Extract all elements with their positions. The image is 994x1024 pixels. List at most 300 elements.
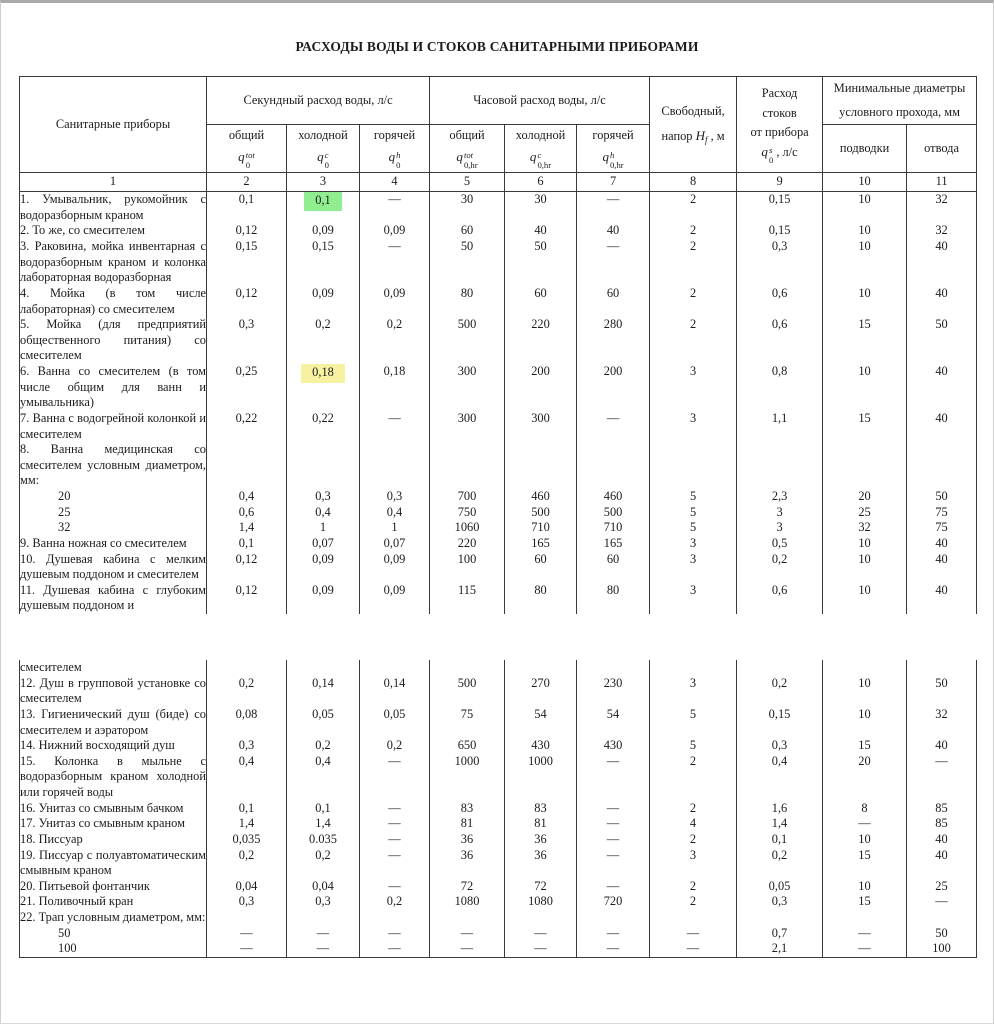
value-cell: 1060 bbox=[430, 520, 505, 536]
value-cell: 75 bbox=[430, 707, 505, 738]
value-cell: 32 bbox=[907, 223, 977, 239]
value-cell: — bbox=[577, 801, 650, 817]
value-cell bbox=[737, 442, 823, 489]
value-cell: 60 bbox=[430, 223, 505, 239]
value-cell: 80 bbox=[430, 286, 505, 317]
value-cell: 2 bbox=[650, 223, 737, 239]
value-cell: 36 bbox=[505, 832, 577, 848]
value-cell: — bbox=[505, 926, 577, 942]
value-cell: 81 bbox=[505, 816, 577, 832]
header-flow-subcolumn bbox=[207, 125, 287, 173]
fixture-name-cell: 20 bbox=[20, 489, 207, 505]
value-cell: 25 bbox=[823, 505, 907, 521]
value-cell bbox=[430, 660, 505, 676]
value-cell: 15 bbox=[823, 317, 907, 364]
value-cell: 54 bbox=[505, 707, 577, 738]
table-row bbox=[20, 223, 977, 239]
table-row bbox=[20, 192, 977, 224]
value-cell: 500 bbox=[430, 676, 505, 707]
value-cell: — bbox=[577, 832, 650, 848]
value-cell: 2 bbox=[650, 832, 737, 848]
value-cell: 40 bbox=[907, 552, 977, 583]
fixture-name-cell: 16. Унитаз со смывным бачком bbox=[20, 801, 207, 817]
value-cell: — bbox=[577, 239, 650, 286]
column-number: 5 bbox=[430, 173, 505, 192]
value-cell bbox=[650, 660, 737, 676]
value-cell: 165 bbox=[505, 536, 577, 552]
value-cell bbox=[207, 660, 287, 676]
value-cell bbox=[287, 910, 360, 926]
fixture-name-cell: 15. Колонка в мыльне с водоразборным краном холодной или горячей воды bbox=[20, 753, 206, 799]
column-number: 3 bbox=[287, 173, 360, 192]
value-cell: — bbox=[577, 192, 650, 224]
value-cell: 40 bbox=[907, 738, 977, 754]
table-row bbox=[20, 738, 977, 754]
value-cell bbox=[505, 910, 577, 926]
value-cell: 80 bbox=[577, 583, 650, 614]
value-cell: 60 bbox=[577, 552, 650, 583]
value-cell: 1000 bbox=[430, 754, 505, 801]
value-cell: 460 bbox=[505, 489, 577, 505]
value-cell: 0,4 bbox=[287, 754, 360, 801]
value-cell: 460 bbox=[577, 489, 650, 505]
table-row bbox=[20, 941, 977, 957]
value-cell: — bbox=[287, 941, 360, 957]
value-cell: 0,12 bbox=[207, 223, 287, 239]
value-cell: 54 bbox=[577, 707, 650, 738]
value-cell: 0,05 bbox=[287, 707, 360, 738]
value-cell: 0,035 bbox=[207, 832, 287, 848]
value-cell: 0,3 bbox=[287, 894, 360, 910]
value-cell: 0,09 bbox=[360, 223, 430, 239]
value-cell: 2 bbox=[650, 879, 737, 895]
fixture-name-cell: 17. Унитаз со смывным краном bbox=[20, 816, 207, 832]
value-cell: 1,4 bbox=[737, 816, 823, 832]
value-cell: 20 bbox=[823, 754, 907, 801]
flow-symbol: q tot 0 bbox=[238, 148, 255, 170]
value-cell: 5 bbox=[650, 707, 737, 738]
value-cell: 0,2 bbox=[287, 848, 360, 879]
value-cell: 500 bbox=[430, 317, 505, 364]
value-cell: — bbox=[360, 848, 430, 879]
header-drain bbox=[737, 77, 823, 173]
value-cell: 0,09 bbox=[287, 223, 360, 239]
flow-subcolumn-label: общий bbox=[449, 128, 485, 143]
table-row bbox=[20, 505, 977, 521]
value-cell: — bbox=[907, 754, 977, 801]
value-cell bbox=[650, 442, 737, 489]
value-cell: — bbox=[360, 411, 430, 442]
value-cell: 10 bbox=[823, 286, 907, 317]
table-row bbox=[20, 879, 977, 895]
value-cell: 0,09 bbox=[360, 552, 430, 583]
fixture-name-cell: 18. Писсуар bbox=[20, 832, 207, 848]
column-number: 2 bbox=[207, 173, 287, 192]
header-flow-subcolumn bbox=[505, 125, 577, 173]
table-body-part-1 bbox=[20, 192, 977, 614]
value-cell: 2,3 bbox=[737, 489, 823, 505]
value-cell: — bbox=[360, 192, 430, 224]
value-cell: 8 bbox=[823, 801, 907, 817]
value-cell: 300 bbox=[430, 411, 505, 442]
value-cell: 0,12 bbox=[207, 552, 287, 583]
value-cell: 15 bbox=[823, 848, 907, 879]
value-cell: 0,09 bbox=[287, 286, 360, 317]
value-cell: 0,3 bbox=[360, 489, 430, 505]
value-cell: 2,1 bbox=[737, 941, 823, 957]
value-cell: 3 bbox=[737, 520, 823, 536]
value-cell: 0,4 bbox=[360, 505, 430, 521]
value-cell bbox=[823, 910, 907, 926]
value-cell: — bbox=[360, 801, 430, 817]
value-cell: 1,6 bbox=[737, 801, 823, 817]
fixture-name-cell: 10. Душевая кабина с мелким душевым поддоном и смесителем bbox=[20, 551, 206, 582]
value-cell: 0,15 bbox=[737, 192, 823, 224]
value-cell: 60 bbox=[505, 286, 577, 317]
highlighted-value-green: 0,1 bbox=[304, 192, 342, 211]
value-cell: 200 bbox=[577, 364, 650, 411]
value-cell: 50 bbox=[907, 676, 977, 707]
table-row bbox=[20, 848, 977, 879]
table-row bbox=[20, 536, 977, 552]
free-head-line2: напор $H_f$ , м bbox=[661, 127, 725, 145]
value-cell: 0,3 bbox=[207, 317, 287, 364]
value-cell: 300 bbox=[430, 364, 505, 411]
value-cell: 2 bbox=[650, 286, 737, 317]
value-cell: 50 bbox=[907, 926, 977, 942]
value-cell: 0,04 bbox=[207, 879, 287, 895]
value-cell: 3 bbox=[650, 676, 737, 707]
value-cell: 0,22 bbox=[287, 411, 360, 442]
value-cell: 5 bbox=[650, 489, 737, 505]
value-cell: 500 bbox=[505, 505, 577, 521]
value-cell: 0,2 bbox=[737, 676, 823, 707]
value-cell: 0,4 bbox=[737, 754, 823, 801]
table-row bbox=[20, 926, 977, 942]
value-cell bbox=[907, 910, 977, 926]
table-row bbox=[20, 286, 977, 317]
value-cell: 0,12 bbox=[207, 286, 287, 317]
table-row bbox=[20, 754, 977, 801]
value-cell: 2 bbox=[650, 801, 737, 817]
value-cell: — bbox=[577, 941, 650, 957]
value-cell bbox=[737, 910, 823, 926]
value-cell: 0,8 bbox=[737, 364, 823, 411]
value-cell: 85 bbox=[907, 816, 977, 832]
value-cell: 40 bbox=[907, 832, 977, 848]
value-cell: 30 bbox=[505, 192, 577, 224]
value-cell: 75 bbox=[907, 505, 977, 521]
value-cell: — bbox=[360, 941, 430, 957]
value-cell: 100 bbox=[430, 552, 505, 583]
header-fixtures: Санитарные приборы bbox=[20, 77, 207, 173]
value-cell: 50 bbox=[907, 489, 977, 505]
value-cell: 1 bbox=[287, 520, 360, 536]
value-cell: 40 bbox=[907, 411, 977, 442]
value-cell: 0,7 bbox=[737, 926, 823, 942]
value-cell: 0,4 bbox=[287, 505, 360, 521]
value-cell: 32 bbox=[907, 192, 977, 224]
value-cell: 0,15 bbox=[207, 239, 287, 286]
value-cell: 0.035 bbox=[287, 832, 360, 848]
table-row bbox=[20, 364, 977, 411]
table-row bbox=[20, 894, 977, 910]
value-cell: — bbox=[577, 848, 650, 879]
value-cell: — bbox=[577, 816, 650, 832]
value-cell: — bbox=[360, 832, 430, 848]
value-cell: 0,1 bbox=[737, 832, 823, 848]
value-cell: 81 bbox=[430, 816, 505, 832]
column-number: 4 bbox=[360, 173, 430, 192]
value-cell: 1 bbox=[360, 520, 430, 536]
value-cell: 0,3 bbox=[737, 239, 823, 286]
value-cell: 0,2 bbox=[737, 552, 823, 583]
value-cell: 10 bbox=[823, 364, 907, 411]
value-cell: 0,1 bbox=[207, 536, 287, 552]
table-row bbox=[20, 707, 977, 738]
value-cell: 0,07 bbox=[287, 536, 360, 552]
value-cell: 40 bbox=[577, 223, 650, 239]
value-cell bbox=[430, 910, 505, 926]
value-cell: 0,4 bbox=[207, 754, 287, 801]
value-cell: 0,3 bbox=[737, 894, 823, 910]
value-cell bbox=[577, 442, 650, 489]
value-cell: 165 bbox=[577, 536, 650, 552]
value-cell: — bbox=[360, 239, 430, 286]
value-cell: 25 bbox=[907, 879, 977, 895]
flow-subcolumn-label: холодной bbox=[298, 128, 348, 143]
value-cell: 0,1 bbox=[207, 192, 287, 224]
fixture-name-cell: 32 bbox=[20, 520, 207, 536]
value-cell: 0,3 bbox=[207, 894, 287, 910]
page-title: РАСХОДЫ ВОДЫ И СТОКОВ САНИТАРНЫМИ ПРИБОРАМИ bbox=[295, 39, 699, 54]
value-cell bbox=[430, 442, 505, 489]
fixture-name-cell: 19. Писсуар с полуавтоматическим смывным краном bbox=[20, 847, 206, 878]
value-cell: 0,25 bbox=[207, 364, 287, 411]
header-group-hour: Часовой расход воды, л/с bbox=[430, 77, 650, 125]
value-cell: 0,09 bbox=[360, 286, 430, 317]
value-cell: — bbox=[823, 926, 907, 942]
value-cell: 10 bbox=[823, 832, 907, 848]
value-cell: 0,2 bbox=[207, 848, 287, 879]
value-cell: — bbox=[577, 926, 650, 942]
header-group-second: Секундный расход воды, л/с bbox=[207, 77, 430, 125]
value-cell: 3 bbox=[650, 536, 737, 552]
value-cell: 0,05 bbox=[737, 879, 823, 895]
fixture-name-cell: 22. Трап условным диаметром, мм: bbox=[20, 910, 206, 924]
table-row bbox=[20, 489, 977, 505]
value-cell: 1000 bbox=[505, 754, 577, 801]
header-flow-subcolumn bbox=[360, 125, 430, 173]
value-cell: 2 bbox=[650, 239, 737, 286]
value-cell: 10 bbox=[823, 707, 907, 738]
value-cell bbox=[823, 442, 907, 489]
free-head-line1: Свободный, bbox=[661, 104, 725, 119]
fixture-name-cell: 9. Ванна ножная со смесителем bbox=[20, 536, 207, 552]
value-cell: 10 bbox=[823, 192, 907, 224]
value-cell: 15 bbox=[823, 738, 907, 754]
fixture-name-cell: 14. Нижний восходящий душ bbox=[20, 738, 207, 754]
value-cell: 1,4 bbox=[287, 816, 360, 832]
column-number: 10 bbox=[823, 173, 907, 192]
drain-head-formula: q s 0 , л/с bbox=[761, 144, 798, 165]
value-cell: 5 bbox=[650, 738, 737, 754]
highlighted-value-yellow: 0,18 bbox=[301, 364, 345, 383]
header-flow-subcolumn bbox=[287, 125, 360, 173]
table-row bbox=[20, 520, 977, 536]
value-cell: 83 bbox=[505, 801, 577, 817]
value-cell: — bbox=[823, 816, 907, 832]
value-cell: 710 bbox=[577, 520, 650, 536]
flow-rates-table-part-2 bbox=[19, 660, 977, 958]
value-cell: 80 bbox=[505, 583, 577, 614]
value-cell: 4 bbox=[650, 816, 737, 832]
value-cell: 0,1 bbox=[207, 801, 287, 817]
value-cell: 40 bbox=[907, 239, 977, 286]
value-cell: 710 bbox=[505, 520, 577, 536]
value-cell: 500 bbox=[577, 505, 650, 521]
column-number: 6 bbox=[505, 173, 577, 192]
value-cell: 36 bbox=[505, 848, 577, 879]
value-cell: 10 bbox=[823, 536, 907, 552]
value-cell: 0,09 bbox=[287, 552, 360, 583]
header-group-row bbox=[20, 77, 977, 125]
value-cell: 0,14 bbox=[360, 676, 430, 707]
value-cell bbox=[207, 442, 287, 489]
fixture-name-cell: 21. Поливочный кран bbox=[20, 894, 207, 910]
header-flow-subcolumn bbox=[430, 125, 505, 173]
value-cell: 0,18 bbox=[360, 364, 430, 411]
value-cell: 15 bbox=[823, 411, 907, 442]
value-cell: 0,15 bbox=[737, 707, 823, 738]
value-cell: 40 bbox=[907, 286, 977, 317]
value-cell: 430 bbox=[577, 738, 650, 754]
value-cell: 0,6 bbox=[737, 583, 823, 614]
value-cell: 10 bbox=[823, 583, 907, 614]
header-supply: подводки bbox=[823, 125, 907, 173]
fixture-name-cell: 8. Ванна медицинская со смесителем условным диаметром, мм: bbox=[20, 442, 206, 488]
fixture-name-cell: 13. Гигиенический душ (биде) со смесителем и аэратором bbox=[20, 706, 206, 737]
value-cell: 36 bbox=[430, 832, 505, 848]
table-row bbox=[20, 411, 977, 442]
diam-line1: Минимальные диаметры bbox=[833, 81, 966, 95]
value-cell: 20 bbox=[823, 489, 907, 505]
value-cell: 10 bbox=[823, 552, 907, 583]
value-cell: 10 bbox=[823, 676, 907, 707]
header-free-head bbox=[650, 77, 737, 173]
value-cell: 85 bbox=[907, 801, 977, 817]
value-cell bbox=[577, 910, 650, 926]
value-cell: 0,6 bbox=[737, 286, 823, 317]
value-cell bbox=[287, 442, 360, 489]
value-cell bbox=[505, 660, 577, 676]
value-cell: 75 bbox=[907, 520, 977, 536]
flow-rates-table-part-1 bbox=[19, 76, 977, 614]
value-cell: 0,14 bbox=[287, 676, 360, 707]
value-cell: 270 bbox=[505, 676, 577, 707]
value-cell: — bbox=[823, 941, 907, 957]
value-cell bbox=[287, 364, 360, 411]
value-cell: 3 bbox=[737, 505, 823, 521]
value-cell bbox=[650, 910, 737, 926]
fixture-name-cell: 25 bbox=[20, 505, 207, 521]
table-row bbox=[20, 832, 977, 848]
value-cell: 230 bbox=[577, 676, 650, 707]
value-cell: 0,2 bbox=[287, 738, 360, 754]
value-cell: 40 bbox=[907, 848, 977, 879]
column-number: 11 bbox=[907, 173, 977, 192]
value-cell: 100 bbox=[907, 941, 977, 957]
value-cell: 10 bbox=[823, 879, 907, 895]
value-cell: 0,15 bbox=[737, 223, 823, 239]
value-cell: — bbox=[360, 754, 430, 801]
value-cell: 0,2 bbox=[207, 676, 287, 707]
fixture-name-cell: 12. Душ в групповой установке со смесителем bbox=[20, 675, 206, 706]
value-cell: 3 bbox=[650, 583, 737, 614]
value-cell: — bbox=[577, 754, 650, 801]
value-cell: 40 bbox=[505, 223, 577, 239]
value-cell: 0,3 bbox=[207, 738, 287, 754]
value-cell: 700 bbox=[430, 489, 505, 505]
value-cell bbox=[360, 910, 430, 926]
value-cell: 0,07 bbox=[360, 536, 430, 552]
value-cell: 32 bbox=[823, 520, 907, 536]
drain-head-line: стоков bbox=[762, 105, 797, 120]
fixture-name-cell: 20. Питьевой фонтанчик bbox=[20, 879, 207, 895]
table-row bbox=[20, 239, 977, 286]
value-cell: 0,1 bbox=[287, 801, 360, 817]
value-cell: 750 bbox=[430, 505, 505, 521]
value-cell: 0,4 bbox=[207, 489, 287, 505]
value-cell: — bbox=[505, 941, 577, 957]
table-row bbox=[20, 676, 977, 707]
value-cell: 15 bbox=[823, 894, 907, 910]
table-row bbox=[20, 583, 977, 614]
fixture-name-cell: 6. Ванна со смесителем (в том числе общим для ванн и умывальника) bbox=[20, 364, 206, 410]
value-cell: 0,08 bbox=[207, 707, 287, 738]
value-cell bbox=[360, 660, 430, 676]
value-cell: 0,09 bbox=[360, 583, 430, 614]
value-cell: 5 bbox=[650, 505, 737, 521]
value-cell: 50 bbox=[907, 317, 977, 364]
value-cell: 0,3 bbox=[737, 738, 823, 754]
value-cell: 40 bbox=[907, 536, 977, 552]
value-cell: 83 bbox=[430, 801, 505, 817]
value-cell: 1,4 bbox=[207, 520, 287, 536]
flow-symbol: q c 0 bbox=[317, 148, 329, 170]
value-cell bbox=[577, 660, 650, 676]
value-cell: 0,5 bbox=[737, 536, 823, 552]
value-cell bbox=[287, 660, 360, 676]
fixture-name-cell: 50 bbox=[20, 926, 207, 942]
value-cell: 36 bbox=[430, 848, 505, 879]
value-cell: 1080 bbox=[505, 894, 577, 910]
value-cell: 60 bbox=[577, 286, 650, 317]
value-cell: — bbox=[650, 941, 737, 957]
table-row bbox=[20, 317, 977, 364]
drain-head-line: Расход bbox=[761, 86, 798, 101]
value-cell: 0,22 bbox=[207, 411, 287, 442]
column-number: 1 bbox=[20, 173, 207, 192]
value-cell bbox=[207, 910, 287, 926]
value-cell bbox=[737, 660, 823, 676]
value-cell: 0,04 bbox=[287, 879, 360, 895]
fixture-name-cell: 7. Ванна с водогрейной колонкой и смесителем bbox=[20, 410, 206, 441]
value-cell: — bbox=[360, 816, 430, 832]
value-cell: 40 bbox=[907, 364, 977, 411]
fixture-name-cell: смесителем bbox=[20, 660, 207, 676]
value-cell: 10 bbox=[823, 223, 907, 239]
